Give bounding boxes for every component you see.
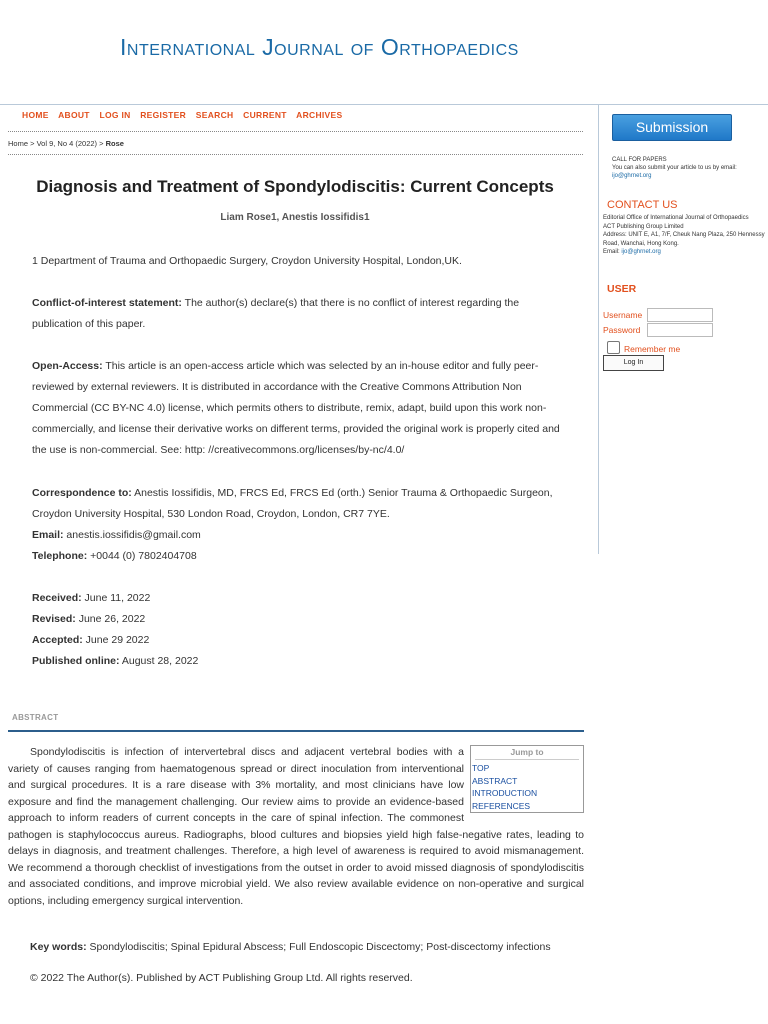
- contact-email-link[interactable]: ijo@ghrnet.org: [621, 249, 661, 255]
- contact-us-heading: CONTACT US: [607, 199, 678, 211]
- submission-button[interactable]: Submission: [612, 114, 732, 141]
- abstract-divider: [8, 730, 584, 732]
- conflict-of-interest: Conflict-of-interest statement: The author(s) declare(s) that there is no conflict of interest regarding the publication of this paper.: [32, 297, 520, 330]
- contact-info: Editorial Office of International Journal of Orthopaedics ACT Publishing Group Limited Address: UNIT E, A1, 7/F, Cheuk Nang Plaza, 250 Hennessy Road, Wanchai, Hong Kong. Email: ijo@ghrnet.org: [603, 215, 765, 255]
- nav-current[interactable]: CURRENT: [243, 110, 287, 120]
- jump-to-title: Jump to: [510, 747, 544, 757]
- jump-references-link[interactable]: REFERENCES: [472, 800, 531, 811]
- remember-me-checkbox[interactable]: [607, 341, 620, 354]
- cfp-email-link[interactable]: ijo@ghrnet.org: [612, 173, 652, 179]
- nav-search[interactable]: SEARCH: [195, 110, 234, 120]
- main-nav: [22, 110, 349, 120]
- remember-me-label: Remember me: [624, 344, 681, 354]
- correspondence: Correspondence to: Anestis Iossifidis, MD, FRCS Ed, FRCS Ed (orth.) Senior Trauma & Orthopaedic Surgeon, Croydon University Hospital, 530 London Road, Croydon, London, CR7 7YE. Email: anestis.iossifidis@gmail.com Telephone: +0044 (0) 7802404708: [32, 487, 553, 562]
- username-label: Username: [603, 310, 643, 320]
- password-label: Password: [603, 325, 641, 335]
- breadcrumb-issue[interactable]: Vol 9, No 4 (2022): [36, 139, 98, 148]
- jump-abstract-link[interactable]: ABSTRACT: [472, 775, 518, 786]
- abstract-heading: ABSTRACT: [12, 713, 59, 722]
- password-input[interactable]: [647, 323, 713, 337]
- nav-register[interactable]: REGISTER: [140, 110, 187, 120]
- user-heading: USER: [607, 283, 637, 295]
- nav-about[interactable]: ABOUT: [58, 110, 90, 120]
- correspondence-email: anestis.iossifidis@gmail.com: [63, 529, 201, 541]
- breadcrumb-home[interactable]: Home: [8, 139, 29, 148]
- affiliation: 1 Department of Trauma and Orthopaedic Surgery, Croydon University Hospital, London,UK.: [32, 255, 462, 267]
- article-dates: Received: June 11, 2022 Revised: June 26, 2022 Accepted: June 29 2022 Published online: August 28, 2022: [32, 592, 199, 667]
- breadcrumb-divider: [8, 154, 583, 155]
- nav-login[interactable]: LOG IN: [99, 110, 131, 120]
- jump-introduction-link[interactable]: INTRODUCTION: [472, 788, 538, 798]
- nav-home[interactable]: HOME: [22, 110, 49, 120]
- jump-top-link[interactable]: TOP: [472, 763, 490, 773]
- breadcrumb: Home > Vol 9, No 4 (2022) > Rose: [8, 139, 124, 148]
- header-divider: [0, 104, 768, 105]
- username-input[interactable]: [647, 308, 713, 322]
- article-title: Diagnosis and Treatment of Spondylodiscitis: Current Concepts: [36, 177, 554, 196]
- journal-title[interactable]: International Journal of Orthopaedics: [120, 34, 519, 60]
- breadcrumb-current[interactable]: Rose: [105, 139, 124, 148]
- abstract-text: Spondylodiscitis is infection of intervertebral discs and adjacent vertebral bodies with a variety of causes ranging from haematogenous spread or direct inoculation from interventional and surgical procedures. It is a rare disease with 3% mortality, and most clinicians have low exposure and find the management challenging. Our review aims to provide an evidence-based approach to inform readers of current concepts in the care of spinal infection. The commonest pathogen is staphylococcus aureus. Radiographs, blood cultures and biopsies yield high false-negative rates, leading to delays in diagnosis, and treatment challenges. Therefore, a high level of awareness is required to avoid mismanagement. We recommend a thorough checklist of investigations from the outset in order to avoid missed diagnosis of spondylodiscitis and associated conditions, and improve microbial yield. We also review available evidence on non-operative and surgical options, including emergency surgical intervention.: [8, 746, 584, 907]
- open-access-statement: Open-Access: This article is an open-access article which was selected by an in-house editor and fully peer-reviewed by external reviewers. It is distributed in accordance with the Creative Commons Attribution Non Commercial (CC BY-NC 4.0) license, which permits others to distribute, remix, adapt, build upon this work non-commercially, and license their derivative works on different terms, provided the original work is properly cited and the use is non-commercial. See: http: //creativecommons.org/licenses/by-nc/4.0/: [32, 360, 560, 456]
- login-button[interactable]: Log In: [603, 355, 664, 371]
- sidebar-divider: [598, 104, 599, 554]
- nav-archives[interactable]: ARCHIVES: [296, 110, 343, 120]
- keywords: Key words: Spondylodiscitis; Spinal Epidural Abscess; Full Endoscopic Discectomy; Post-discectomy infections: [30, 941, 551, 953]
- copyright: © 2022 The Author(s). Published by ACT Publishing Group Ltd. All rights reserved.: [30, 972, 413, 984]
- article-authors: Liam Rose1, Anestis Iossifidis1: [220, 212, 370, 223]
- jump-to-box: [470, 745, 584, 813]
- call-for-papers: CALL FOR PAPERS You can also submit your article to us by email: ijo@ghrnet.org: [612, 156, 762, 180]
- nav-divider: [8, 131, 583, 132]
